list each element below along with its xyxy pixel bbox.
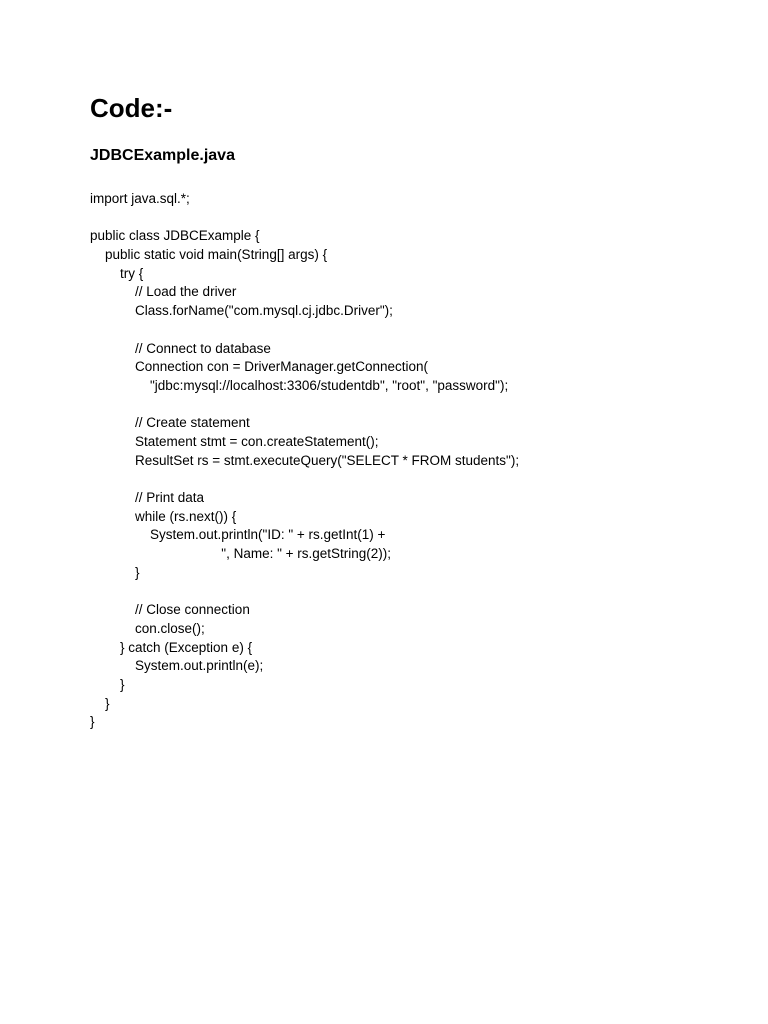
code-line: while (rs.next()) {	[90, 508, 237, 524]
code-line: }	[90, 695, 110, 711]
code-line: }	[90, 564, 140, 580]
code-line: }	[90, 714, 95, 730]
code-line	[90, 209, 519, 228]
code-line: Connection con = DriverManager.getConnection(	[90, 359, 429, 375]
code-line: import java.sql.*;	[90, 191, 190, 206]
code-line: }	[90, 676, 125, 692]
code-line	[90, 321, 519, 340]
code-line: public class JDBCExample {	[90, 228, 260, 244]
code-line: ", Name: " + rs.getString(2));	[90, 546, 392, 562]
code-line: System.out.println(e);	[90, 658, 264, 674]
code-line: // Print data	[90, 490, 205, 505]
code-line: // Connect to database	[90, 340, 271, 356]
file-name-heading: JDBCExample.java	[90, 147, 235, 164]
code-line: public static void main(String[] args) {	[90, 247, 328, 263]
code-line: "jdbc:mysql://localhost:3306/studentdb", "root", "password");	[90, 377, 509, 393]
code-line: System.out.println("ID: " + rs.getInt(1) +	[90, 527, 386, 543]
code-line: ResultSet rs = stmt.executeQuery("SELECT * FROM students");	[90, 452, 520, 468]
code-block	[90, 190, 519, 732]
code-line: // Load the driver	[90, 284, 237, 300]
page-title: Code:-	[90, 93, 173, 123]
code-line: // Close connection	[90, 602, 250, 618]
code-line	[90, 470, 519, 489]
code-line: con.close();	[90, 620, 205, 636]
code-line: try {	[90, 265, 144, 281]
code-line	[90, 396, 519, 415]
code-line	[90, 582, 519, 601]
code-line: } catch (Exception e) {	[90, 639, 253, 655]
code-line: Class.forName("com.mysql.cj.jdbc.Driver");	[90, 303, 393, 319]
code-line: // Create statement	[90, 415, 250, 431]
code-line: Statement stmt = con.createStatement();	[90, 433, 379, 449]
